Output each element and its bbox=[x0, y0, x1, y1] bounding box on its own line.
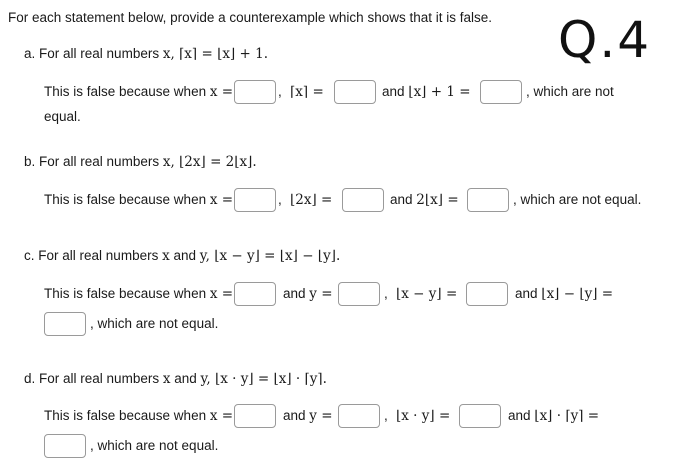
part-d-expr1-input[interactable] bbox=[459, 404, 501, 428]
part-a-x-label: x = bbox=[209, 84, 234, 100]
part-c-because: This is false because when x = bbox=[44, 286, 234, 302]
part-b-letter: b. bbox=[24, 154, 36, 169]
part-a-letter: a. bbox=[24, 46, 36, 61]
part-c-and: and ⌊x⌋ − ⌊y⌋ = bbox=[515, 286, 614, 302]
part-c-statement bbox=[24, 247, 340, 265]
part-a-statement bbox=[24, 45, 268, 63]
part-a-expr1: ⌈x⌉ = bbox=[290, 84, 324, 100]
part-a-x-input[interactable] bbox=[234, 80, 276, 104]
part-d-tail: , which are not equal. bbox=[90, 438, 219, 453]
part-d-x-input[interactable] bbox=[234, 404, 276, 428]
part-c-y-input[interactable] bbox=[338, 282, 380, 306]
part-c-expr2-input[interactable] bbox=[44, 312, 86, 336]
part-a-expr2-input[interactable] bbox=[480, 80, 522, 104]
part-c-and-y: and y = bbox=[283, 286, 333, 302]
part-c-math: y, ⌊x − y⌋ = ⌊x⌋ − ⌊y⌋. bbox=[199, 248, 341, 264]
part-c-and-word: and bbox=[173, 248, 197, 263]
part-d-x-label: x = bbox=[209, 408, 234, 424]
part-b-expr1: ⌊2x⌋ = bbox=[290, 192, 333, 208]
part-a-tail-2: equal. bbox=[44, 109, 81, 124]
part-a-and: and ⌊x⌋ + 1 = bbox=[382, 84, 471, 100]
part-d-y-input[interactable] bbox=[338, 404, 380, 428]
part-b-prefix: For all real numbers bbox=[39, 154, 160, 169]
part-a-expr2: ⌊x⌋ + 1 = bbox=[408, 84, 471, 100]
part-a-because: This is false because when x = bbox=[44, 84, 234, 100]
part-d-and-y: and y = bbox=[283, 408, 333, 424]
part-d-prefix: For all real numbers bbox=[39, 371, 160, 386]
part-d-expr1: ⌊x · y⌋ = bbox=[396, 408, 451, 424]
part-a-comma: , bbox=[278, 84, 282, 99]
part-d-and: and ⌊x⌋ · ⌈y⌉ = bbox=[508, 408, 600, 424]
part-c-expr1: ⌊x − y⌋ = bbox=[396, 286, 458, 302]
part-a-prefix: For all real numbers bbox=[39, 46, 160, 61]
part-c-y-label: y = bbox=[309, 286, 333, 302]
part-b-math: x, ⌊2x⌋ = 2⌊x⌋. bbox=[162, 154, 257, 170]
part-b-x-label: x = bbox=[209, 192, 234, 208]
part-d-expr2: ⌊x⌋ · ⌈y⌉ = bbox=[534, 408, 600, 424]
part-c-x-input[interactable] bbox=[234, 282, 276, 306]
part-d-statement bbox=[24, 370, 327, 388]
part-c-prefix: For all real numbers bbox=[38, 248, 159, 263]
part-b-comma: , bbox=[278, 192, 282, 207]
handwritten-note: Q.4 bbox=[558, 11, 652, 69]
part-a-math: x, ⌈x⌉ = ⌊x⌋ + 1. bbox=[162, 46, 269, 62]
part-d-letter: d. bbox=[24, 371, 36, 386]
part-b-statement bbox=[24, 153, 257, 171]
part-d-x: x bbox=[162, 371, 171, 387]
instructions: For each statement below, provide a counterexample which shows that it is false. bbox=[8, 10, 492, 25]
part-c-expr1-input[interactable] bbox=[466, 282, 508, 306]
part-b-tail: , which are not equal. bbox=[513, 192, 642, 207]
part-c-expr2: ⌊x⌋ − ⌊y⌋ = bbox=[541, 286, 614, 302]
part-b-because: This is false because when x = bbox=[44, 192, 234, 208]
part-b-expr2: 2⌊x⌋ = bbox=[416, 192, 459, 208]
part-d-expr2-input[interactable] bbox=[44, 434, 86, 458]
part-b-x-input[interactable] bbox=[234, 188, 276, 212]
part-c-letter: c. bbox=[24, 248, 35, 263]
part-d-comma: , bbox=[384, 408, 388, 423]
part-d-because: This is false because when x = bbox=[44, 408, 234, 424]
part-b-and: and 2⌊x⌋ = bbox=[390, 192, 459, 208]
part-b-expr1-input[interactable] bbox=[342, 188, 384, 212]
part-d-math: y, ⌊x · y⌋ = ⌊x⌋ · ⌈y⌉. bbox=[200, 371, 327, 387]
part-c-comma: , bbox=[384, 286, 388, 301]
part-d-y-label: y = bbox=[309, 408, 333, 424]
part-a-expr1-input[interactable] bbox=[334, 80, 376, 104]
part-d-and-word: and bbox=[174, 371, 197, 386]
part-c-tail: , which are not equal. bbox=[90, 316, 219, 331]
part-a-tail: , which are not bbox=[526, 84, 614, 99]
part-b-expr2-input[interactable] bbox=[467, 188, 509, 212]
part-c-x: x bbox=[162, 248, 170, 264]
part-c-x-label: x = bbox=[209, 286, 234, 302]
